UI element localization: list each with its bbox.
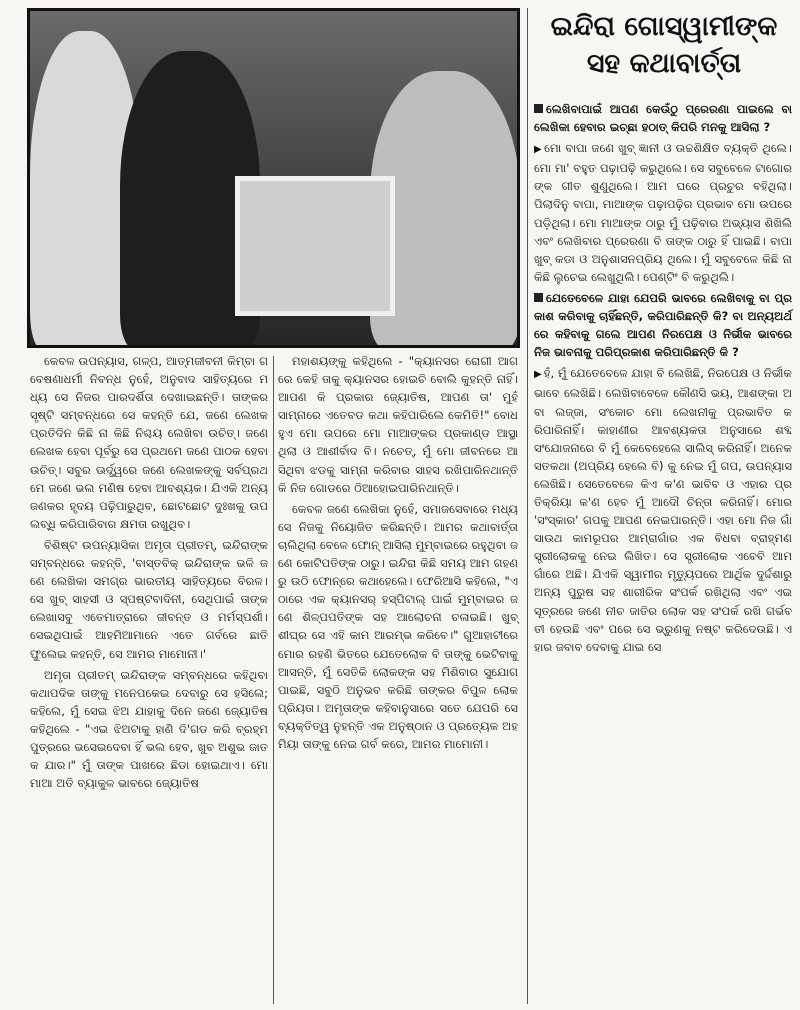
interview-column [534,100,792,659]
headline [536,8,792,82]
paragraph: କେବଳ ଜଣେ ଲେଖିକା ନୁହେଁ, ସମାଜସେବାରେ ମଧ୍ୟ ସେ ନିଜକୁ ନିୟୋଜିତ କରିଛନ୍ତି। ଆମର କଥାବାର୍ତ୍ତା ଚାଲିଥିଲା ବେଳେ ଫୋନ୍ ଆସିଲା ମୁମ୍ବାଇରେ ରହୁଥିବା ଜଣେ କୋଟିପତିଙ୍କ ଠାରୁ। ଇନ୍ଦିରା କିଛି ସମୟ ଆମ ଗହଣରୁ ଉଠି ଫୋନ୍‌ରେ କଥାହେଲେ। ଫେରିଆସି କହିଲେ, "ଏଠାରେ ଏକ କ୍ୟାନସର୍ ହସ୍ପିଟାଲ୍ ପାଇଁ ମୁମ୍ବାଇର ଜଣେ ଶିଳ୍ପପତିଙ୍କ ସହ ଆଲୋଚନା ଚଳାଇଛି। ଖୁବ୍ ଶୀଘ୍ର ସେ ଏହି କାମ ଆରମ୍ଭ କରିବେ।" ଗୁଆହାଟୀରେ ମୋର ରହଣି ଭିତରେ ଯେତେଲୋକ ବି ତାଙ୍କୁ ଭେଟିବାକୁ ଆସନ୍ତି, ମୁଁ ସେତିକି ଲୋକଙ୍କ ସହ ମିଶିବାର ସୁଯୋଗ ପାଇଛି, ସବୁଠି ଅନୁଭବ କରିଛି ତାଙ୍କର ବିପୁଳ ଲୋକପ୍ରିୟତା। ଅମୃତାଙ୍କ କହିବାନୁସାରେ ସତେ ଯେପରି ସେ ବ୍ୟକ୍ତିତ୍ୱ ନୁହନ୍ତି ଏକ ଅନୁଷ୍ଠାନ ଓ ପ୍ରତ୍ୟେକ ଅହମିୟା ତାଙ୍କୁ ନେଇ ଗର୍ବ କରେ, ଆମର ମାମୋନୀ। [278,501,518,751]
paragraph: ବିଶିଷ୍ଟ ଉପନ୍ୟାସିକା ଅମୃତା ପ୍ରୀତମ୍, ଇନ୍ଦିରାଙ୍କ ସମ୍ବନ୍ଧରେ କହନ୍ତି, 'ବାସ୍ତବିକ୍ ଇନ୍ଦିରାଙ୍କ ଭଳି ଜଣେ ଲେଖିକା ସମଗ୍ର ଭାରତୀୟ ସାହିତ୍ୟରେ ବିରଳ। ସେ ଖୁବ୍ ସାହସୀ ଓ ସ୍ପଷ୍ଟବାଦିନୀ, ସେଥିପାଇଁ ତାଙ୍କ ଲେଖାସବୁ ଏତେମାତ୍ରାରେ ଜୀବନ୍ତ ଓ ମର୍ମସ୍ପର୍ଶୀ। ସେଇଥିପାଇଁ ଆହମିଆମାନେ ଏତେ ଗର୍ବରେ ଛାତି ଫୁଲେଇ କହନ୍ତି, ସେ ଆମର ମାମୋନୀ।' [30,537,268,661]
column-divider-right [527,8,528,1004]
answer-text: ମୋ ବାପା ଜଣେ ଖୁବ୍ ଜ୍ଞାନୀ ଓ ଉଚ୍ଚଶିକ୍ଷିତ ବ୍ୟକ୍ତି ଥିଲେ। ମୋ ମା' ବହୁତ ପଢ଼ାପଢ଼ି କରୁଥିଲେ। ସେ ସବୁବେଳେ ଟାଗୋରଙ୍କ ଗୀତ ଶୁଣୁଥିଲେ। ଆମ ଘରେ ପ୍ରଚୁର ବହିଥିଲା। ପିଲାଦିନୁ ବାପା, ମାଆଙ୍କ ପଢ଼ାପଢ଼ିର ପ୍ରଭାବ ମୋ ଉପରେ ପଡ଼ିଥିଲା। ମୋ ମାଆଙ୍କ ଠାରୁ ମୁଁ ପଢ଼ିବାର ଅଭ୍ୟାସ ଶିଖିଲି ଏବଂ ଲେଖିବାର ପ୍ରେରଣା ବି ତାଙ୍କ ଠାରୁ ହିଁ ପାଇଛି। ବାପା ଖୁବ୍ କଡା ଓ ଅନୁଶାସନପ୍ରିୟ ଥିଲେ। ମୁଁ ସବୁବେଳେ କିଛି ନା କିଛି ଲୁଚେଇ ଲେଖୁଥିଲି। ପେଣ୍ଟିଂ ବି କରୁଥିଲି। [534,141,792,284]
interview-question [534,100,792,136]
paragraph: ମହାଶୟଙ୍କୁ କହିଥିଲେ - "କ୍ୟାନସର ରୋଗୀ ଆଗରେ କେହି ତାକୁ କ୍ୟାନସର ହୋଇଚି ବୋଲି କୁହନ୍ତି ନାହିଁ। ଆପଣ କି ପ୍ରକାର ଜ୍ୟୋତିଷ, ଆପଣ ତା' ମୁହଁ ସାମ୍ନାରେ ଏତେବଡ କଥା କହିପାରିଲେ କେମିତି!" ବୋଧହୁଏ ମୋ ଉପରେ ମୋ ମାଆଙ୍କର ପ୍ରକାଣ୍ଡ ଆସ୍ଥା ଥିଲା ଓ ଆଶୀର୍ବାଦ ବି। ନଚେତ୍, ମୁଁ ମୋ ଜୀବନରେ ଆସିଥିବା ଝଡକୁ ସାମ୍ନା କରିବାର ସାହସ ରଖିପାରିନଥାନ୍ତି କି ନିଜ ଗୋଡରେ ଠିଆହୋଇପାରିନଥାନ୍ତି। [278,354,518,495]
news-photo [27,8,520,348]
question-text: ଯେତେବେଳେ ଯାହା ଯେପରି ଭାବରେ ଲେଖିବାକୁ ବା ପ୍ରକାଶ କରିବାକୁ ଚାହିଁଛନ୍ତି, କରିପାରିଛନ୍ତି କି? ବା ଅନ୍ୟଅର୍ଥରେ କହିବାକୁ ଗଲେ ଆପଣ ନିରପେକ୍ଷ ଓ ନିର୍ଭୀକ ଭାବରେ ନିଜ ଭାବନାକୁ ପରିପ୍ରକାଶ କରିପାରିଛନ୍ତି କି ? [534,290,792,360]
square-bullet-icon [534,104,543,113]
column-divider-left [273,356,274,1004]
interview-answer [534,364,792,656]
headline-line-1: ଇନ୍ଦିରା ଗୋସ୍ୱାମୀଙ୍କ [550,11,778,42]
photo-award-plaque [235,176,395,316]
headline-line-2: ସହ କଥାବାର୍ତ୍ତା [586,48,742,79]
interview-question [534,289,792,361]
square-bullet-icon [534,293,543,302]
article-column-2 [278,352,518,756]
article-column-1 [30,352,268,795]
triangle-bullet-icon: ▶ [534,144,543,156]
paragraph: କେବଳ ଉପନ୍ୟାସ, ଗଳ୍ପ, ଆତ୍ମଜୀବନୀ କିମ୍ବା ଗବେଷଣାଧର୍ମୀ ନିବନ୍ଧ ନୁହେଁ, ଅନୁବାଦ ସାହିତ୍ୟରେ ମଧ୍ୟ ସେ ନିଜର ପାରଦର୍ଶିତା ଦେଖାଇଛନ୍ତି। ତାଙ୍କର ସୃଷ୍ଟି ସମ୍ବନ୍ଧରେ ସେ କହନ୍ତି ଯେ, ଜଣେ ଲେଖକ ପ୍ରତିଦିନ କିଛି ନା କିଛି ନିଶ୍ଚୟ ଲେଖିବା ଉଚିତ୍। ଜଣେ ଲେଖକ ହେବା ପୂର୍ବରୁ ସେ ପ୍ରଥମେ ଜଣେ ପାଠକ ହେବା ଉଚିତ୍। ସବୁର ଊର୍ଦ୍ଧ୍ୱରେ ଜଣେ ଲେଖକଙ୍କୁ ସର୍ବପ୍ରଥମେ ଜଣେ ଭଲ ମଣିଷ ହେବା ଆବଶ୍ୟକ। ଯିଏକି ଅନ୍ୟଜଣକର ହୃଦୟ ପଢ଼ିପାରୁଥିବ, ଛୋଟଛୋଟ ଦୁଃଖକୁ ଉପଲବ୍ଧି କରିପାରିବାର କ୍ଷମତା ରଖୁଥିବ। [30,354,268,531]
triangle-bullet-icon: ▶ [534,369,542,381]
interview-answer [534,139,792,286]
question-text: ଲେଖିବାପାଇଁ ଆପଣ କେଉଁଠୁ ପ୍ରେରଣା ପାଇଲେ ବା ଲେଖିକା ହେବାର ଇଚ୍ଛା ହଠାତ୍ କିପରି ମନକୁ ଆସିଲା ? [534,102,792,135]
paragraph: ଅମୃତା ପ୍ରୀତମ୍ ଇନ୍ଦିରାଙ୍କ ସମ୍ବନ୍ଧରେ କହିଥିବା କଥାପଦିକ ତାଙ୍କୁ ମନେପକେଇ ଦେବାରୁ ସେ ହସିଲେ; କହିଲେ, ମୁଁ ସେଇ ଝିଅ ଯାହାକୁ ଦିନେ ଜଣେ ଜ୍ୟୋତିଷ କହିଥିଲେ - "ଏଇ ଝିଅଟାକୁ ହାଣି ଦି'ଗଡ କରି ବ୍ରହ୍ମପୁତ୍ରରେ ଭସେଇଦେବା ହିଁ ଭଲ ହେବ, ଖୁବ ଅଶୁଭ ଜାତକ ଯାର।" ମୁଁ ତାଙ୍କ ପାଖରେ ଛିଡା ହୋଇଥାଏ। ମୋ ମାଆ ଅତି ବ୍ୟାକୁଳ ଭାବରେ ଜ୍ୟୋତିଷ [30,667,268,791]
answer-text: ହଁ, ମୁଁ ଯେତେବେଳେ ଯାହା ବି ଲେଖିଛି, ନିରପେକ୍ଷ ଓ ନିର୍ଭୀକ ଭାବେ ଲେଖିଛି। ଲେଖିବାବେଳେ କୌଣସି ଭୟ, ଆଶଙ୍କା ଅବା ଲଜ୍ଜା, ସଂକୋଚ ମୋ ଲେଖନୀକୁ ପ୍ରଭାବିତ କରିପାରିନାହିଁ। କାହାଣୀର ଆବଶ୍ୟକତା ଅନୁସାରେ ଶବ୍ଦ ସଂଯୋଜନାରେ ବି ମୁଁ କେବେହେଲେ ସାଲିସ୍ କରିନାହିଁ। ଅନେକ ସତକଥା (ଅପ୍ରିୟ ହେଲେ ବି) କୁ ନେଇ ମୁଁ ଗପ, ଉପନ୍ୟାସ ଲେଖିଛି। ସେତେବେଳେ କିଏ କ'ଣ ଭାବିବ ଓ ଏହାର ପ୍ରତିକ୍ରିୟା କ'ଣ ହେବ ମୁଁ ଆଦୌ ଚିନ୍ତା କରିନାହିଁ। ମୋର 'ସଂସ୍କାର' ଗପକୁ ଆପଣ ନେଇପାରନ୍ତି। ଏହା ମୋ ନିଜ ଗାଁ ସାଉଥ କାମରୂପର ଆମ୍ରାଗାଁର ଏକ ବିଧବା ବ୍ରାହ୍ମଣ ସ୍ତ୍ରୀଲୋକକୁ ନେଇ ଲିଖିତ। ସେ ସ୍ତ୍ରୀଲୋକ ଏବେବି ଆମ ଗାଁରେ ଅଛି। ଯିଏକି ସ୍ୱାମୀର ମୃତ୍ୟୁପରେ ଆର୍ଥିକ ଦୁର୍ଦ୍ଦଶାରୁ ଅନ୍ୟ ପୁରୁଷ ସହ ଶାରୀରିକ ସଂପର୍କ ରଖିଥିଲା ଏବଂ ଏଇ ସୂତ୍ରରେ ଜଣେ ନୀଚ ଜାତିର ଲୋକ ସହ ସଂପର୍କ ରଖି ଗର୍ଭବତୀ ହେଉଛି ଏବଂ ପରେ ସେ ଭ୍ରୁଣକୁ ନଷ୍ଟ କରିଦେଉଛି। ଏହାର ଜବାବ ଦେବାକୁ ଯାଇ ସେ [534,366,792,654]
